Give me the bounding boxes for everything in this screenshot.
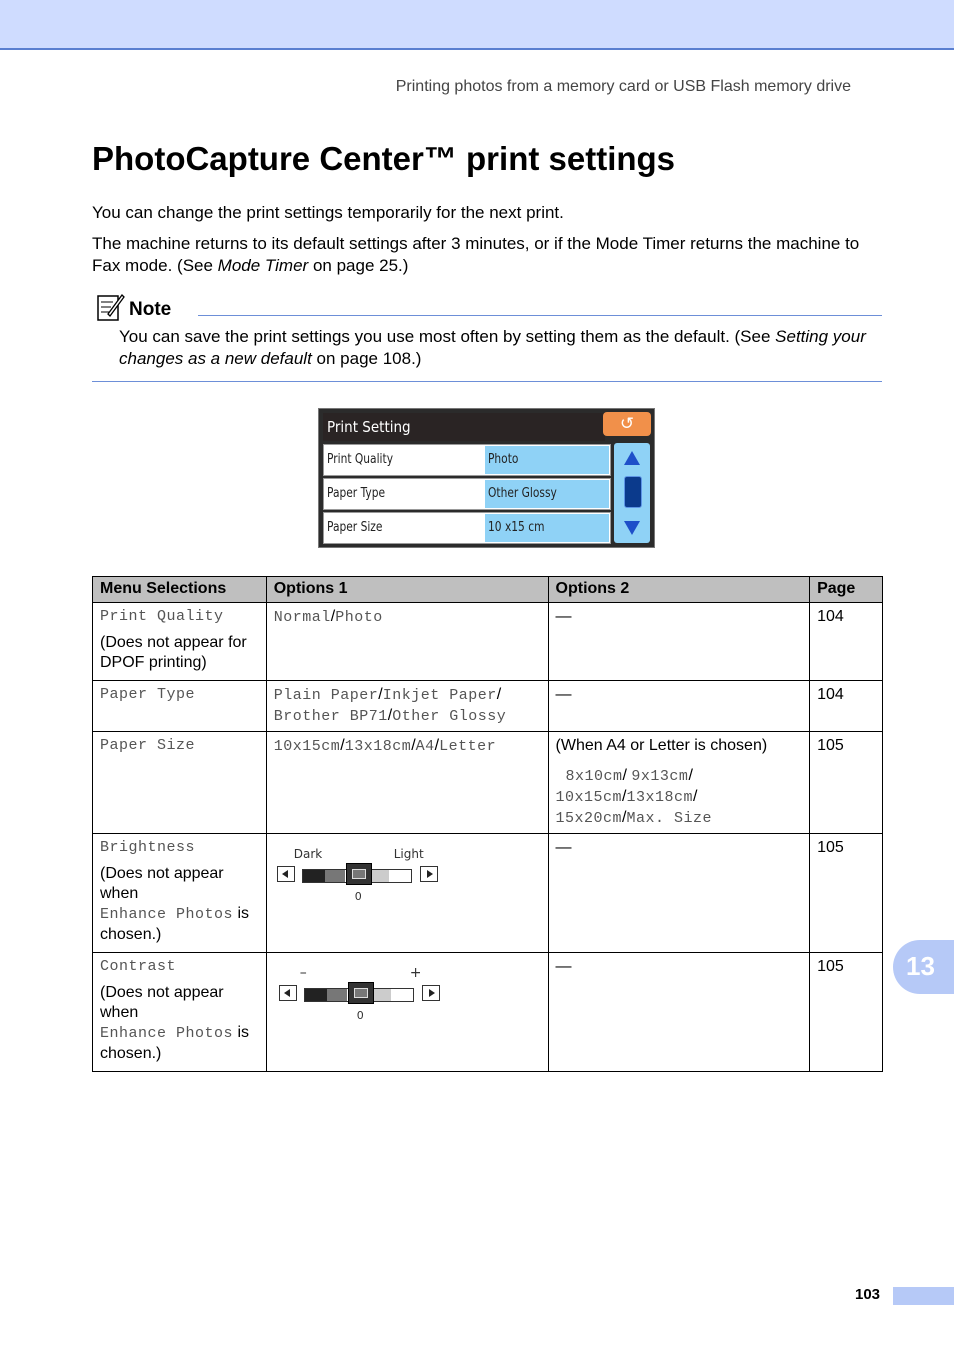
menu-cell — [93, 834, 267, 953]
decrease-icon[interactable] — [277, 866, 295, 882]
running-head: Printing photos from a memory card or USB Flash memory drive — [395, 78, 851, 95]
menu-cell — [93, 681, 267, 732]
note-body: You can save the print settings you use most often by setting them as the default. (See Setting your changes as a new default on page 108.) — [119, 327, 866, 368]
menu-item-paper-type: Paper Type — [100, 686, 196, 703]
col-header-options1: Options 1 — [266, 577, 548, 603]
table-row — [93, 681, 883, 732]
page-number: 103 — [855, 1286, 881, 1303]
brightness-slider[interactable]: Dark Light 0 — [274, 838, 444, 898]
lcd-title: Print Setting — [323, 413, 605, 441]
table-row — [93, 834, 883, 953]
default-settings-reference: Setting your changes as a new default — [119, 327, 866, 368]
menu-cell — [93, 732, 267, 834]
options2-cell: — — [548, 834, 810, 953]
menu-item-contrast: Contrast — [100, 958, 177, 975]
options2-cell: (When A4 or Letter is chosen) 8x10cm/ 9x13cm/ 10x15cm/13x18cm/ 15x20cm/Max. Size — [548, 732, 810, 834]
page-number-bar — [893, 1287, 954, 1305]
intro-paragraph: You can change the print settings temporarily for the next print. — [92, 203, 564, 222]
options1-cell — [266, 953, 548, 1072]
note-title: Note — [129, 299, 172, 320]
page-cell: 105 — [810, 834, 883, 953]
lcd-row-value: Other Glossy — [485, 480, 609, 508]
options1-cell: 10x15cm/13x18cm/A4/Letter — [266, 732, 548, 834]
note-icon — [95, 292, 125, 322]
table-row — [93, 953, 883, 1072]
scroll-down-icon[interactable] — [624, 521, 640, 535]
options1-cell: Normal/Photo — [266, 603, 548, 681]
mode-timer-reference: Mode Timer — [217, 256, 309, 275]
increase-icon[interactable] — [422, 985, 440, 1001]
col-header-menu: Menu Selections — [93, 577, 267, 603]
lcd-scrollbar[interactable] — [614, 443, 650, 543]
page-title: PhotoCapture Center™ print settings — [92, 140, 676, 177]
menu-item-brightness: Brightness — [100, 839, 196, 856]
scroll-thumb[interactable] — [624, 476, 642, 508]
col-header-page: Page — [810, 577, 883, 603]
options2-cell: — — [548, 681, 810, 732]
back-icon[interactable]: ↺ — [603, 412, 651, 436]
note-divider — [198, 315, 882, 316]
default-settings-paragraph: The machine returns to its default settings after 3 minutes, or if the Mode Timer returns the machine to Fax mode. (See Mode Timer on page 25.) — [92, 234, 860, 275]
menu-note: (Does not appear for DPOF printing) — [100, 634, 247, 671]
lcd-row-value: 10 x15 cm — [485, 514, 609, 542]
lcd-row-label: Paper Type — [327, 486, 386, 501]
page-cell: 105 — [810, 953, 883, 1072]
menu-cell — [93, 603, 267, 681]
lcd-row-value: Photo — [485, 446, 609, 474]
page-cell: 105 — [810, 732, 883, 834]
col-header-options2: Options 2 — [548, 577, 810, 603]
chapter-number: 13 — [906, 951, 935, 981]
contrast-slider[interactable]: – + 0 — [274, 957, 444, 1017]
lcd-screen — [318, 408, 655, 548]
options2-cell: — — [548, 953, 810, 1072]
menu-note: (Does not appear when Enhance Photos is chosen.) — [100, 865, 250, 943]
print-settings-table — [92, 576, 883, 1072]
menu-cell — [93, 953, 267, 1072]
lcd-row-paper-size[interactable] — [323, 512, 611, 544]
lcd-row-label: Print Quality — [327, 452, 394, 467]
menu-note: (Does not appear when Enhance Photos is chosen.) — [100, 984, 250, 1062]
lcd-row-paper-type[interactable] — [323, 478, 611, 510]
options1-cell — [266, 834, 548, 953]
lcd-row-label: Paper Size — [327, 520, 383, 535]
slider-knob[interactable] — [346, 863, 372, 885]
page-cell: 104 — [810, 681, 883, 732]
increase-icon[interactable] — [420, 866, 438, 882]
decrease-icon[interactable] — [279, 985, 297, 1001]
slider-knob[interactable] — [348, 982, 374, 1004]
page-cell: 104 — [810, 603, 883, 681]
menu-item-print-quality: Print Quality — [100, 608, 224, 625]
options2-cell: — — [548, 603, 810, 681]
options2-intro: (When A4 or Letter is chosen) — [555, 737, 768, 754]
note-bottom-divider — [92, 381, 882, 382]
table-row — [93, 732, 883, 834]
top-band — [0, 0, 954, 50]
scroll-up-icon[interactable] — [624, 451, 640, 465]
table-header-row — [93, 577, 883, 603]
menu-item-paper-size: Paper Size — [100, 737, 196, 754]
lcd-row-print-quality[interactable] — [323, 444, 611, 476]
options1-cell: Plain Paper/Inkjet Paper/ Brother BP71/Other Glossy — [266, 681, 548, 732]
table-row — [93, 603, 883, 681]
